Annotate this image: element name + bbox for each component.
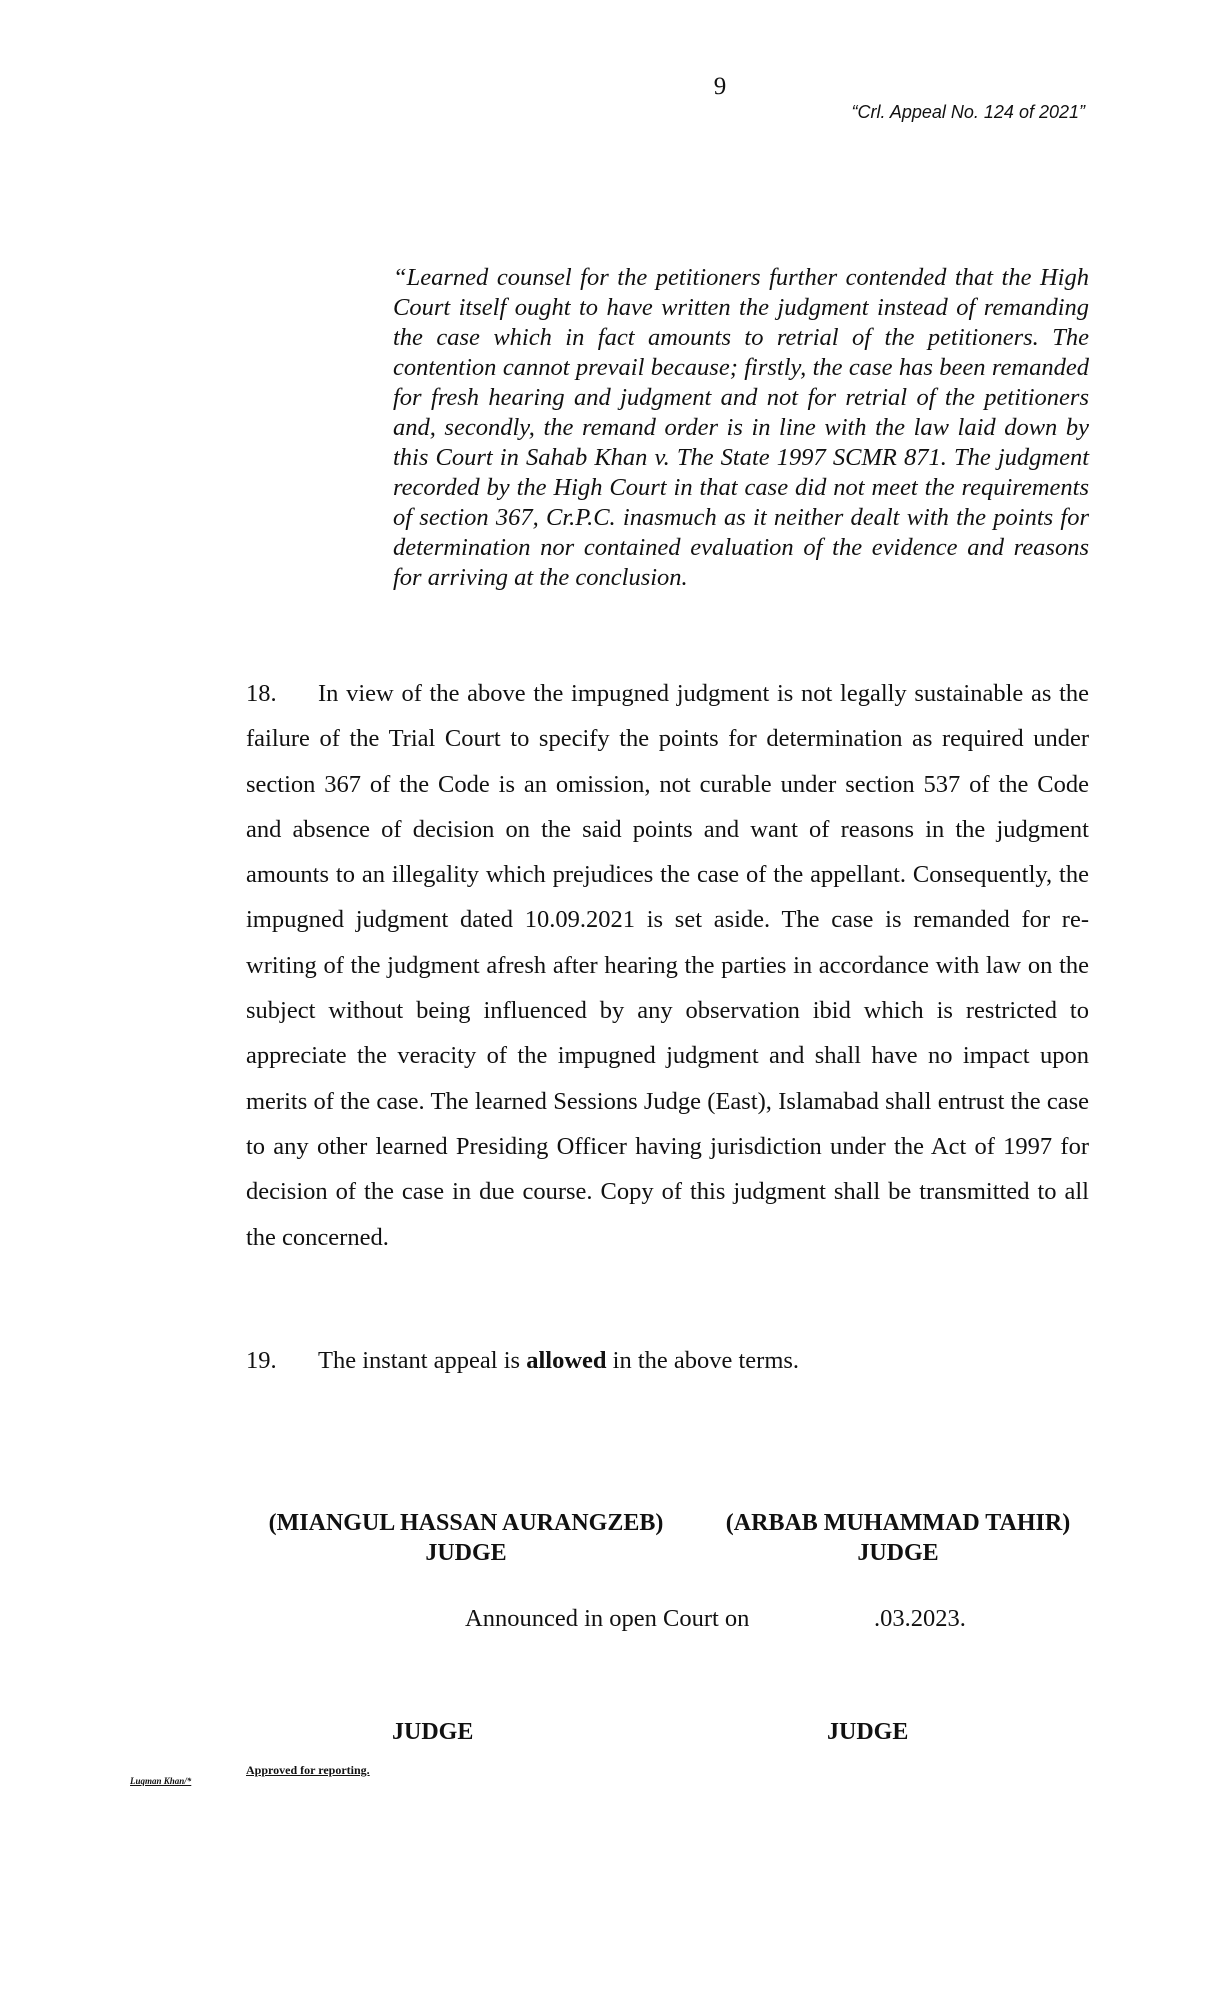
announced-label: Announced in open Court on: [465, 1605, 750, 1632]
paragraph-text-bold: allowed: [526, 1347, 607, 1374]
approved-for-reporting: Approved for reporting.: [246, 1763, 370, 1777]
judge-name: (ARBAB MUHAMMAD TAHIR): [725, 1510, 1071, 1536]
quoted-passage: “Learned counsel for the petitioners further contended that the High Court itself ought to have written the judgment instead of remanding the case which in fact amounts to retrial of the petitioners. The contention cannot prevail because; firstly, the case has been remanded for fresh hearing and judgment and not for retrial of the petitioners and, secondly, the remand order is in line with the law laid down by this Court in Sahab Khan v. The State 1997 SCMR 871. The judgment recorded by the High Court in that case did not meet the requirements of section 367, Cr.P.C. inasmuch as it neither dealt with the points for determination nor contained evaluation of the evidence and reasons for arriving at the conclusion.: [393, 264, 1089, 591]
bottom-judge-left: JUDGE: [392, 1719, 474, 1745]
clerk-initials: Luqman Khan/*: [130, 1776, 192, 1786]
paragraph-number: 18.: [246, 680, 277, 707]
bottom-judge-right: JUDGE: [827, 1719, 909, 1745]
paragraph-text-before: The instant appeal is: [318, 1347, 527, 1374]
page-number: 9: [713, 73, 727, 100]
paragraph-19: [246, 1338, 1089, 1383]
judge-name: (MIANGUL HASSAN AURANGZEB): [268, 1510, 664, 1536]
case-reference-header: “Crl. Appeal No. 124 of 2021”: [851, 102, 1085, 122]
announced-date: .03.2023.: [874, 1605, 966, 1632]
judge-title: JUDGE: [425, 1540, 507, 1566]
paragraph-text-after: in the above terms.: [606, 1347, 800, 1374]
paragraph-18: [246, 671, 1089, 1260]
paragraph-number: 19.: [246, 1347, 277, 1374]
paragraph-text: In view of the above the impugned judgment is not legally sustainable as the failure of the Trial Court to specify the points for determination as required under section 367 of the Code is an omission, not curable under section 537 of the Code and absence of decision on the said points and want of reasons in the judgment amounts to an illegality which prejudices the case of the appellant. Consequently, the impugned judgment dated 10.09.2021 is set aside. The case is remanded for re-writing of the judgment afresh after hearing the parties in accordance with law on the subject without being influenced by any observation ibid which is restricted to appreciate the veracity of the impugned judgment and shall have no impact upon merits of the case. The learned Sessions Judge (East), Islamabad shall entrust the case to any other learned Presiding Officer having jurisdiction under the Act of 1997 for decision of the case in due course. Copy of this judgment shall be transmitted to all the concerned.: [246, 680, 1089, 1251]
judge-left: [241, 1508, 691, 1568]
judge-title: JUDGE: [857, 1540, 939, 1566]
judge-right: [706, 1508, 1090, 1568]
